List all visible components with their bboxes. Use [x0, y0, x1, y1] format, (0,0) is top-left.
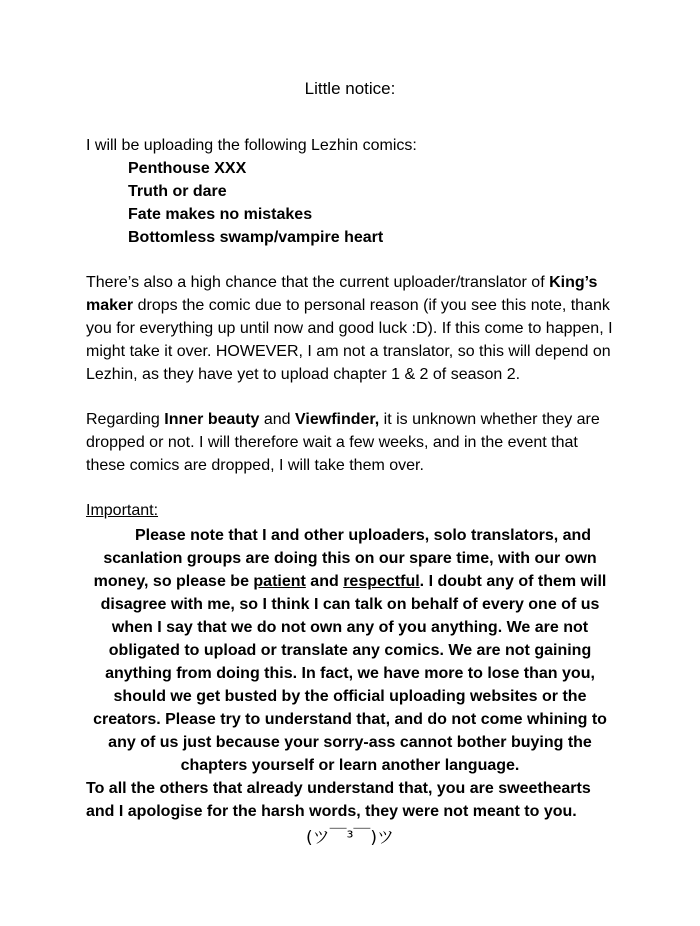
important-heading: Important: — [86, 502, 159, 520]
inner-beauty-text-3: it is unknown whether they are dropped or not. I will therefore wait a few weeks, and in the event that these comics are dropped, I will take them over. — [86, 411, 600, 475]
list-item: Penthouse XXX — [128, 160, 247, 178]
intro-paragraph: I will be uploading the following Lezhin comics: — [86, 137, 417, 155]
kings-maker-text-before: There’s also a high chance that the current uploader/translator of — [86, 274, 550, 292]
important-text-2: and — [305, 573, 344, 591]
inner-beauty-paragraph — [86, 408, 614, 477]
important-paragraph — [86, 524, 614, 777]
inner-beauty-text-2: and — [259, 411, 296, 429]
important-underline-respectful: respectful — [343, 573, 420, 591]
important-text-1: Please note that I and other uploaders, solo translators, and scanlation groups are doing this on our spare time, with our own money, so please be — [93, 527, 597, 591]
inner-beauty-title: Inner beauty — [164, 411, 260, 429]
list-item: Bottomless swamp/vampire heart — [128, 229, 384, 247]
important-underline-patient: patient — [253, 573, 306, 591]
viewfinder-title: Viewfinder, — [295, 411, 380, 429]
list-item: Fate makes no mistakes — [128, 206, 313, 224]
important-text-3: . I doubt any of them will disagree with me, so I think I can talk on behalf of every one of us when I say that we do not own any of you anything. We are not obligated to upload or translate any comics. We are not gaining anything from doing this. In fact, we have more to lose than you, should we get busted by the official uploading websites or the creators. Please try to understand that, and do not come whining to any of us just because your sorry-ass cannot bother buying the chapters yourself or learn another language. — [93, 573, 607, 775]
inner-beauty-text-1: Regarding — [86, 411, 165, 429]
kings-maker-text-after: drops the comic due to personal reason (if you see this note, thank you for everything up until now and good luck :D). If this come to happen, I might take it over. HOWEVER, I am not a translator, so this will depend on Lezhin, as they have yet to upload chapter 1 & 2 of season 2. — [86, 297, 613, 384]
kaomoji: (ツ￣³￣)ツ — [305, 828, 395, 849]
list-item: Truth or dare — [128, 183, 227, 201]
kings-maker-paragraph — [86, 271, 614, 386]
kings-maker-title: King’s maker — [86, 274, 598, 315]
page-title: Little notice: — [304, 79, 396, 98]
closing-paragraph: To all the others that already understand that, you are sweethearts and I apologise for the harsh words, they were not meant to you. — [86, 780, 591, 821]
comic-list — [86, 157, 614, 249]
